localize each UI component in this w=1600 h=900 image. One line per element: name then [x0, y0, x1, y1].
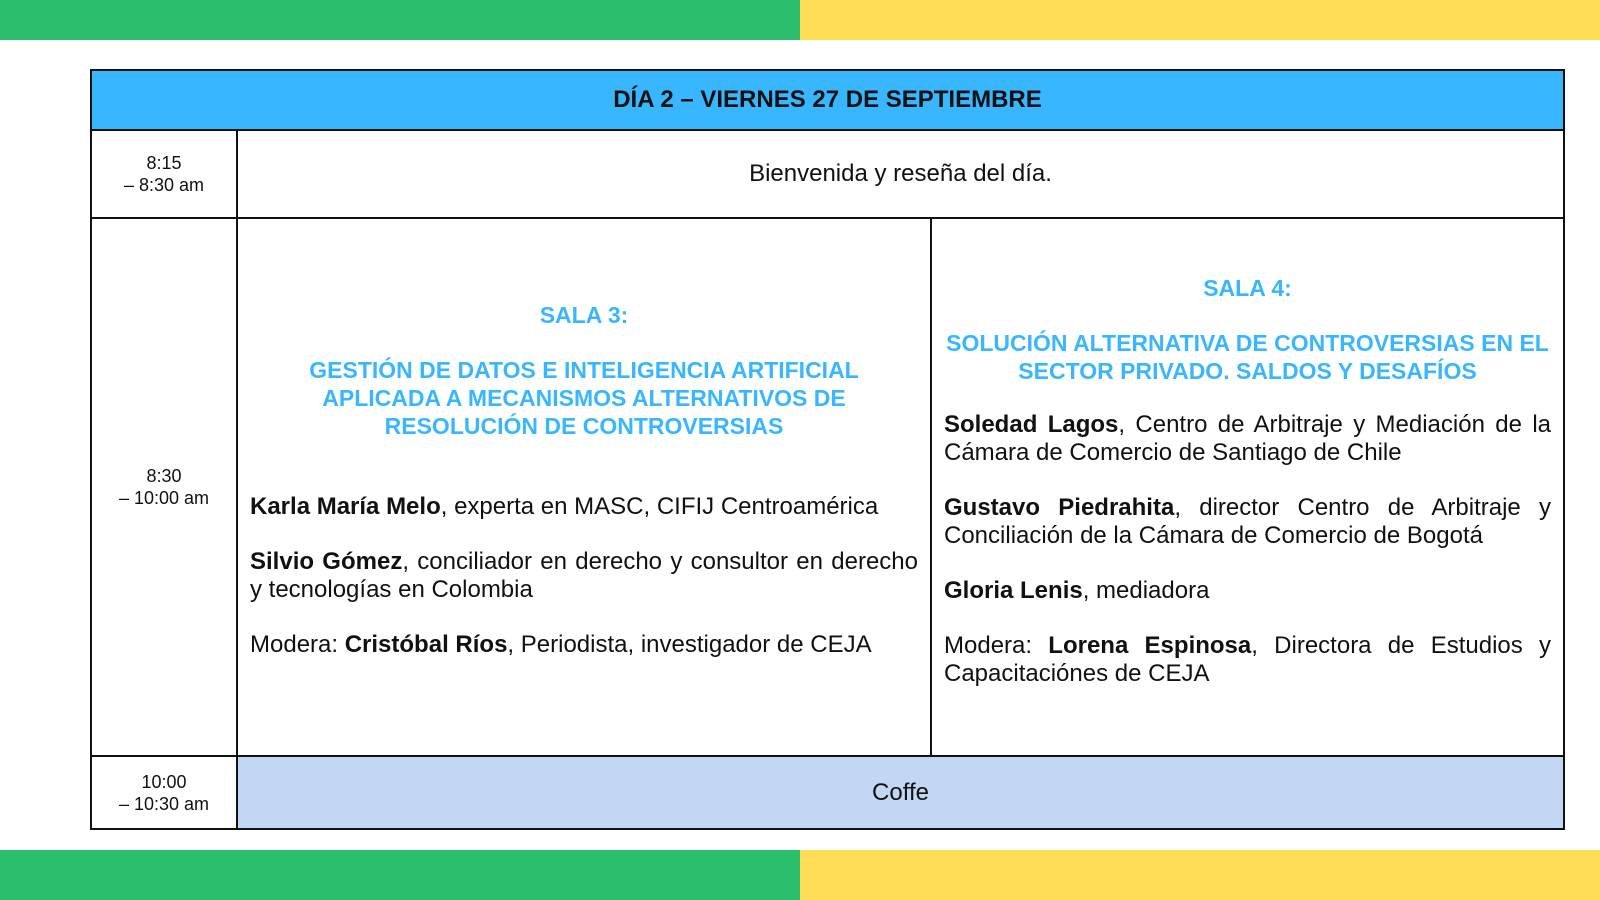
speaker-gloria [944, 577, 1551, 605]
moderator-label: Modera: [250, 631, 345, 658]
speaker-name: Gustavo Piedrahita [944, 494, 1175, 521]
speaker-role: , mediadora [1082, 577, 1210, 604]
speaker-name: Karla María Melo [250, 493, 441, 520]
time-cell [92, 131, 238, 217]
bottom-decor-band [0, 850, 1600, 900]
moderator-name: Lorena Espinosa [1048, 632, 1252, 659]
sala-3-cell [238, 219, 932, 755]
speaker-gustavo [944, 494, 1551, 550]
time-start: 8:30 [146, 466, 182, 486]
speaker-role: , conciliador en derecho y consultor en derecho y tecnologías en Colombia [250, 548, 918, 603]
moderator-role: , Periodista, investigador de CEJA [507, 631, 872, 658]
speaker-name: Gloria Lenis [944, 577, 1083, 604]
day-header: DÍA 2 – VIERNES 27 DE SEPTIEMBRE [92, 71, 1563, 131]
green-stripe [0, 850, 800, 900]
yellow-stripe [800, 850, 1600, 900]
time-start: 8:15 [146, 153, 182, 173]
sala-4-title: SOLUCIÓN ALTERNATIVA DE CONTROVERSIAS EN EL SECTOR PRIVADO. SALDOS Y DESAFÍOS [946, 330, 1549, 384]
welcome-cell: Bienvenida y reseña del día. [749, 160, 1052, 187]
speaker-role: , director Centro de Arbitraje y Conciliación de la Cámara de Comercio de Bogotá [944, 494, 1551, 549]
speaker-name: Soledad Lagos [944, 411, 1119, 438]
agenda-row-welcome [92, 131, 1563, 219]
agenda-row-coffee [92, 757, 1563, 828]
speaker-soledad [944, 411, 1551, 467]
yellow-stripe [800, 0, 1600, 40]
moderator-role: , Directora de Estudios y Capacitaciónes de CEJA [944, 632, 1552, 687]
time-end: – 10:30 am [118, 793, 210, 814]
speaker-name: Silvio Gómez [250, 548, 403, 575]
time-end: – 8:30 am [123, 175, 205, 195]
speaker-role: , Centro de Arbitraje y Mediación de la Cámara de Comercio de Santiago de Chile [944, 411, 1551, 466]
moderator-label: Modera: [944, 632, 1049, 659]
time-start: 10:00 [141, 771, 187, 792]
sala-4-cell [932, 219, 1563, 755]
sala-3-title: GESTIÓN DE DATOS E INTELIGENCIA ARTIFICIAL APLICADA A MECANISMOS ALTERNATIVOS DE RESOLUCIÓN DE CONTROVERSIAS [309, 357, 859, 439]
speaker-role: , experta en MASC, CIFIJ Centroamérica [440, 493, 879, 520]
sala-4-heading: SALA 4: [1203, 275, 1292, 301]
speaker-silvio [250, 548, 918, 604]
moderator-sala-3 [250, 631, 918, 659]
top-decor-band [0, 0, 1600, 40]
time-cell [92, 219, 238, 755]
agenda-row-sessions [92, 219, 1563, 757]
agenda-table [90, 69, 1565, 830]
green-stripe [0, 0, 800, 40]
sala-3-heading: SALA 3: [539, 302, 629, 328]
time-end: – 10:00 am [118, 488, 210, 508]
moderator-name: Cristóbal Ríos [344, 631, 508, 658]
moderator-sala-4 [944, 632, 1551, 688]
time-cell [92, 757, 238, 828]
coffee-cell: Coffe [238, 757, 1563, 828]
speaker-karla [250, 493, 918, 521]
